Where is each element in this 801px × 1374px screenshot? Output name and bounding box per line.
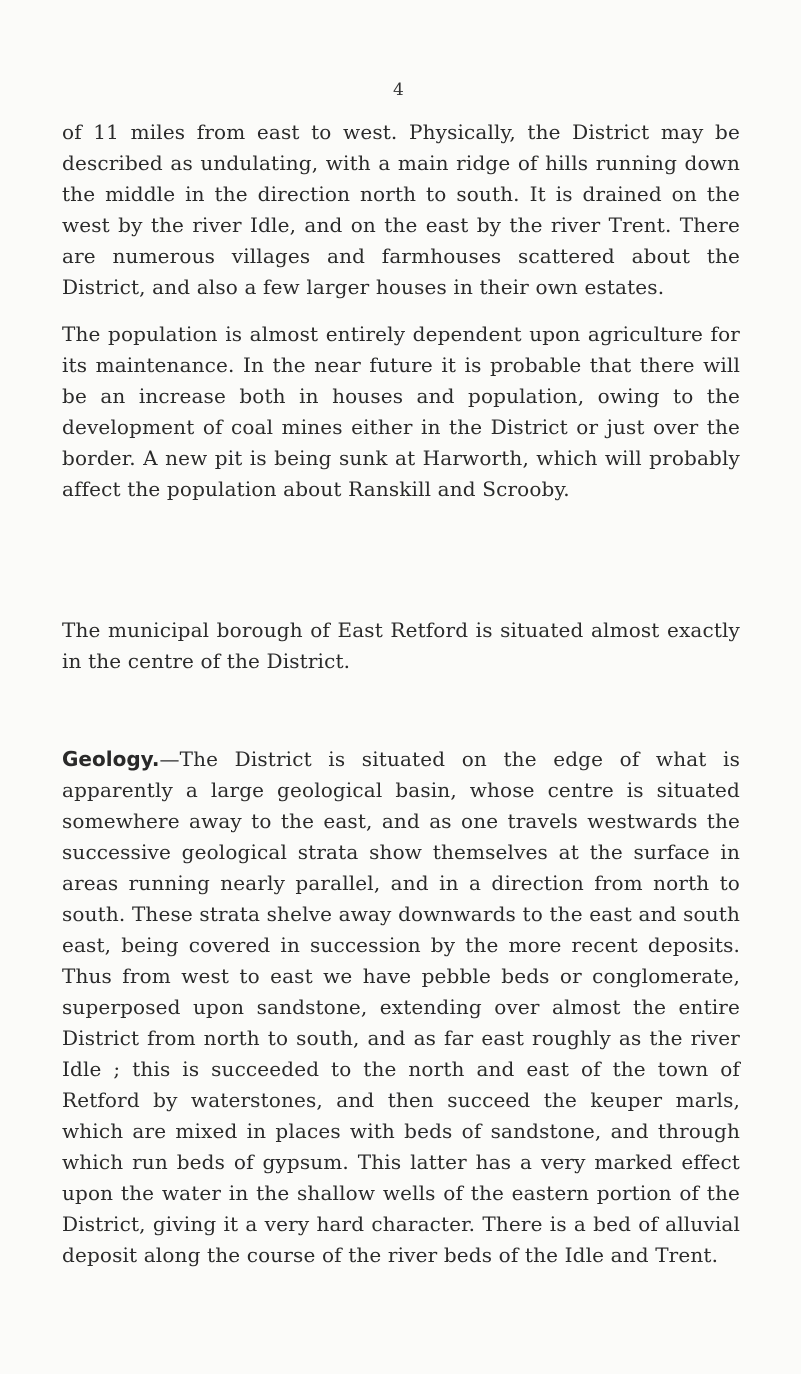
page-number: 4 bbox=[393, 80, 404, 100]
geology-text: —The District is situated on the edge of what is apparently a large geological basin, whose centre is situated somewhere away to the east, and as one travels westwards the successive geological strata show themselves at the surface in areas running nearly parallel, and in a direction from north to south. These strata shelve away downwards to the east and south east, being covered in succession by the more recent deposits. Thus from west to east we have pebble beds or conglomerate, superposed upon sandstone, extending over almost the entire District from north to south, and as far east roughly as the river Idle ; this is succeeded to the north and east of the town of Retford by waterstones, and then succeed the keuper marls, which are mixed in places with beds of sandstone, and through which run beds of gypsum. This latter has a very marked effect upon the water in the shallow wells of the eastern portion of the District, giving it a very hard character. There is a bed of alluvial deposit along the course of the river beds of the Idle and Trent. bbox=[62, 747, 740, 1267]
paragraph-geology bbox=[62, 744, 740, 1271]
paragraph-physical-description: of 11 miles from east to west. Physically, the District may be described as undulating, with a main ridge of hills running down the middle in the direction north to south. It is drained on the west by the river Idle, and on the east by the river Trent. There are numerous villages and farmhouses scattered about the District, and also a few larger houses in their own estates. bbox=[62, 120, 740, 299]
paragraph-borough: The municipal borough of East Retford is situated almost exactly in the centre of the District. bbox=[62, 618, 740, 673]
paragraph-population: The population is almost entirely dependent upon agriculture for its maintenance. In the near future it is probable that there will be an increase both in houses and population, owing to the development of coal mines either in the District or just over the border. A new pit is being sunk at Harworth, which will probably affect the population about Ranskill and Scrooby. bbox=[62, 322, 740, 501]
geology-heading: Geology. bbox=[62, 747, 160, 771]
